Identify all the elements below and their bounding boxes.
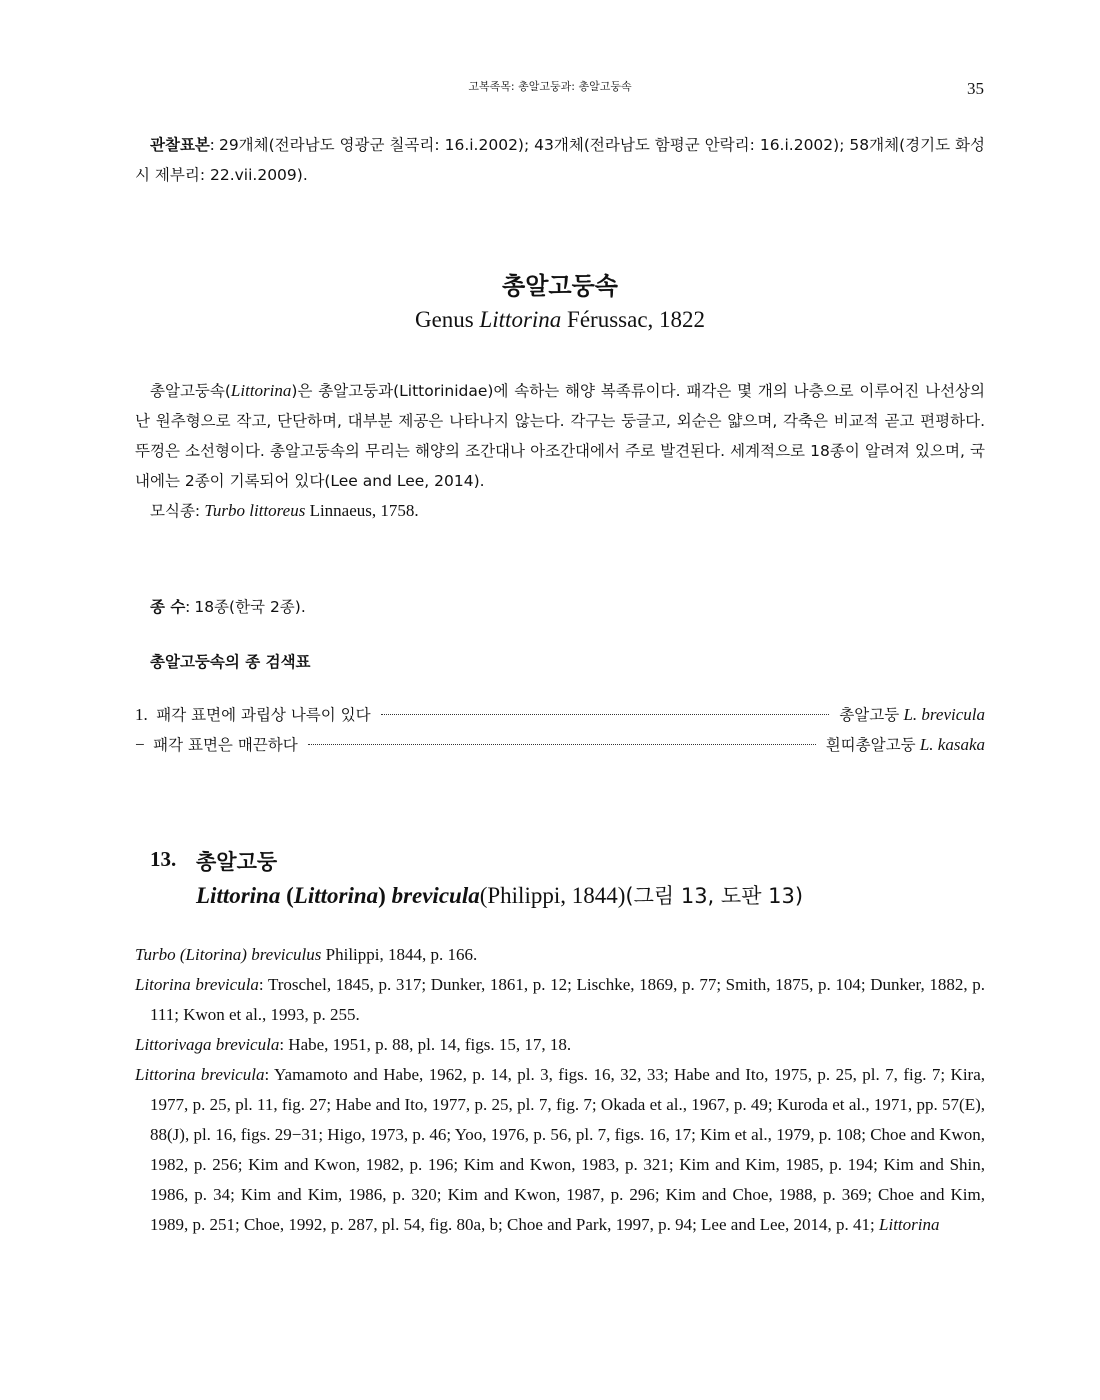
key-result-korean: 총알고둥 bbox=[839, 706, 900, 724]
observed-specimens: 관찰표본: 29개체(전라남도 영광군 칠곡리: 16.i.2002); 43개체(전라남도 함평군 안락리: 16.i.2002); 58개체(경기도 화성시 제부리: 22.vii.2009). bbox=[135, 135, 985, 184]
page-number: 35 bbox=[967, 79, 984, 98]
species-count: 종 수: 18종(한국 2종). bbox=[150, 597, 306, 616]
synonym-refs: : Yamamoto and Habe, 1962, p. 14, pl. 3, figs. 16, 32, 33; Habe and Ito, 1975, p. 25, pl. 7, fig. 7; Kira, 1977, p. 25, pl. 11, fig. 27; Habe and Ito, 1977, p. 25, pl. 7, fig. 7; Okada et al., 1967, p. 49; Kuroda et al., 1971, pp. 57(E), 88(J), pl. 16, figs. 29−31; Higo, 1973, p. 46; Yoo, 1976, p. 56, pl. 7, figs. 16, 17; Kim et al., 1979, p. 108; Choe and Kwon, 1982, p. 256; Kim and Kwon, 1982, p. 196; Kim and Kwon, 1983, p. 321; Kim and Kim, 1985, p. 194; Kim and Shin, 1986, p. 34; Kim and Kim, 1986, p. 320; Kim and Kwon, 1987, p. 296; Kim and Choe, 1988, p. 369; Choe and Kim, 1989, p. 251; Choe, 1992, p. 287, pl. 54, fig. 80a, b; Choe and Park, 1997, p. 94; Lee and Lee, 2014, p. 41; bbox=[150, 1065, 985, 1234]
description-paragraph bbox=[135, 376, 985, 496]
observed-text: 29개체(전라남도 영광군 칠곡리: 16.i.2002); 43개체(전라남도 함평군 안락리: 16.i.2002); 58개체(경기도 화성시 제부리: 22.vii.2009). bbox=[135, 136, 985, 184]
synonym-refs: : Habe, 1951, p. 88, pl. 14, figs. 15, 17, 18. bbox=[279, 1035, 572, 1054]
synonym-trailing-name: Littorina bbox=[879, 1215, 940, 1234]
species-subgenus: Littorina bbox=[293, 883, 379, 908]
genus-prefix: Genus bbox=[414, 307, 474, 332]
synonymy-entry bbox=[135, 1060, 985, 1240]
type-species-name: Turbo littoreus bbox=[204, 501, 306, 520]
genus-scientific-title bbox=[0, 307, 1100, 333]
key-leader-dots bbox=[308, 744, 816, 745]
species-scientific-name: Littorina (Littorina) brevicula(Philippi, 1844)(그림 13, 도판 13) bbox=[196, 883, 804, 908]
key-title: 총알고둥속의 종 검색표 bbox=[150, 653, 311, 671]
desc-italic: Littorina bbox=[230, 381, 292, 400]
key-result-korean: 흰띠총알고둥 bbox=[825, 736, 916, 754]
running-head: 고복족목: 총알고둥과: 총알고둥속 bbox=[468, 80, 632, 93]
synonymy-entry bbox=[135, 970, 985, 1030]
genus-name: Littorina bbox=[479, 307, 562, 332]
synonym-name: Littorivaga brevicula bbox=[135, 1035, 280, 1054]
species-korean-name: 총알고둥 bbox=[196, 850, 278, 874]
species-count-text: 18종(한국 2종). bbox=[194, 598, 306, 616]
species-figure-ref: (그림 13, 도판 13) bbox=[625, 884, 804, 908]
genus-description bbox=[135, 376, 985, 526]
species-number: 13. bbox=[150, 847, 177, 871]
type-species-label: 모식종: bbox=[150, 502, 201, 520]
genus-korean-title: 총알고둥속 bbox=[502, 272, 618, 300]
key-marker: − bbox=[135, 735, 145, 754]
synonym-refs: : Troschel, 1845, p. 317; Dunker, 1861, p. 12; Lischke, 1869, p. 77; Smith, 1875, p. 104; Dunker, 1882, p. 111; Kwon et al., 1993, p. 255. bbox=[150, 975, 985, 1024]
synonym-refs: Philippi, 1844, p. 166. bbox=[321, 945, 478, 964]
observed-label: 관찰표본 bbox=[150, 136, 210, 154]
desc-text-b: )은 총알고둥과(Littorinidae)에 속하는 해양 복족류이다. 패각은 몇 개의 나층으로 이루어진 나선상의 난 원추형으로 작고, 단단하며, 대부분 제공은 나타나지 않는다. 각구는 둥글고, 외순은 얇으며, 각축은 비교적 곧고 편평하다. 뚜껑은 소선형이다. 총알고둥속의 무리는 해양의 조간대나 아조간대에서 주로 발견된다. 세계적으로 18종이 알려져 있으며, 국내에는 2종이 기록되어 있다(Lee and Lee, 2014). bbox=[135, 382, 985, 490]
type-species-author: Linnaeus, 1758. bbox=[309, 501, 419, 520]
key-row bbox=[135, 700, 985, 730]
key-result-scientific: L. kasaka bbox=[919, 735, 985, 754]
synonym-name: Turbo (Litorina) breviculus bbox=[135, 945, 322, 964]
key-row bbox=[135, 730, 985, 760]
key-text: 패각 표면에 과립상 나륵이 있다 bbox=[156, 706, 371, 724]
key-result-scientific: L. brevicula bbox=[903, 705, 985, 724]
key-text: 패각 표면은 매끈하다 bbox=[153, 736, 298, 754]
synonymy-entry bbox=[135, 940, 985, 970]
key-marker: 1. bbox=[135, 705, 148, 724]
desc-text-a: 총알고둥속( bbox=[150, 382, 231, 400]
genus-author: Férussac, 1822 bbox=[567, 307, 706, 332]
synonym-name: Litorina brevicula bbox=[135, 975, 259, 994]
species-epithet: brevicula bbox=[391, 883, 480, 908]
key-leader-dots bbox=[381, 714, 830, 715]
synonymy-list bbox=[135, 940, 985, 1240]
type-species-line bbox=[135, 496, 985, 526]
species-genus: Littorina bbox=[196, 883, 281, 908]
species-author: (Philippi, 1844) bbox=[479, 883, 626, 908]
synonym-name: Littorina brevicula bbox=[135, 1065, 265, 1084]
species-count-label: 종 수 bbox=[150, 598, 186, 616]
synonymy-entry bbox=[135, 1030, 985, 1060]
